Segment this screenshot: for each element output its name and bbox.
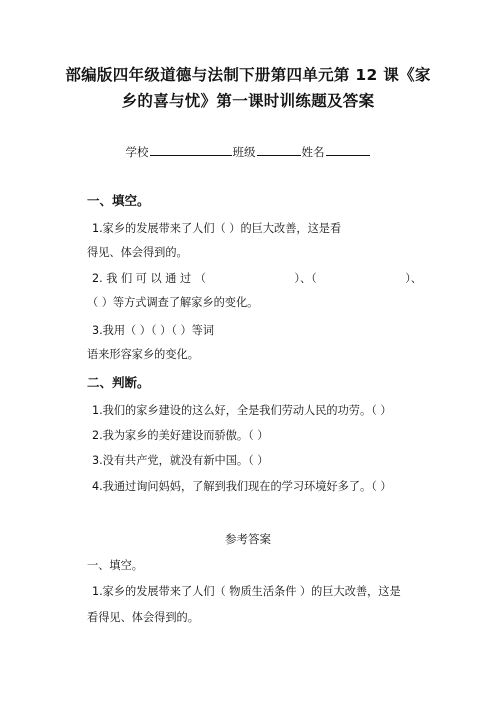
judge-item-2: 2.我为家乡的美好建设而骄傲。（ ）	[92, 429, 269, 442]
question-1-line1: 1.家乡的发展带来了人们（ ）的巨大改善，这是看	[92, 222, 342, 235]
answer-section-heading: 一、填空。	[87, 559, 143, 572]
name-label: 姓名	[301, 145, 325, 159]
judge-item-4: 4.我通过询问妈妈，了解到我们现在的学习环境好多了。（ ）	[92, 480, 392, 493]
judge-item-3: 3.没有共产党，就没有新中国。（ ）	[92, 454, 269, 467]
section-heading-judge: 二、判断。	[87, 375, 150, 390]
question-2-line2: （ ）等方式调查了解家乡的变化。	[87, 296, 259, 309]
question-3-line2: 语来形容家乡的变化。	[87, 348, 199, 361]
question-2-line1	[92, 270, 422, 288]
doc-title-line1: 部编版四年级道德与法制下册第四单元第 12 课《家	[65, 66, 431, 84]
answer-1-line1: 1.家乡的发展带来了人们（ 物质生活条件 ）的巨大改善，这是	[92, 585, 401, 598]
section-heading-fill: 一、填空。	[87, 193, 150, 208]
name-blank	[326, 142, 370, 156]
school-blank	[150, 142, 232, 156]
judge-item-1: 1.我们的家乡建设的这么好，全是我们劳动人民的功劳。（ ）	[92, 404, 392, 417]
student-info-line	[0, 142, 496, 161]
question-3-line1: 3.我用（ ）（ ）（ ）等词	[92, 324, 215, 337]
answer-1-line2: 看得见、体会得到的。	[87, 611, 199, 624]
question-1-line2: 得见、体会得到的。	[87, 246, 188, 259]
class-blank	[257, 142, 301, 156]
class-label: 班级	[232, 145, 256, 159]
q2-part-c: ）、	[405, 272, 422, 285]
school-label: 学校	[125, 145, 149, 159]
answer-title: 参考答案	[225, 532, 271, 546]
q2-part-b: ）、（	[294, 272, 317, 285]
q2-part-a: 2. 我 们 可 以 通 过 （	[92, 272, 206, 285]
doc-title-line2: 乡的喜与忧》第一课时训练题及答案	[121, 92, 375, 110]
